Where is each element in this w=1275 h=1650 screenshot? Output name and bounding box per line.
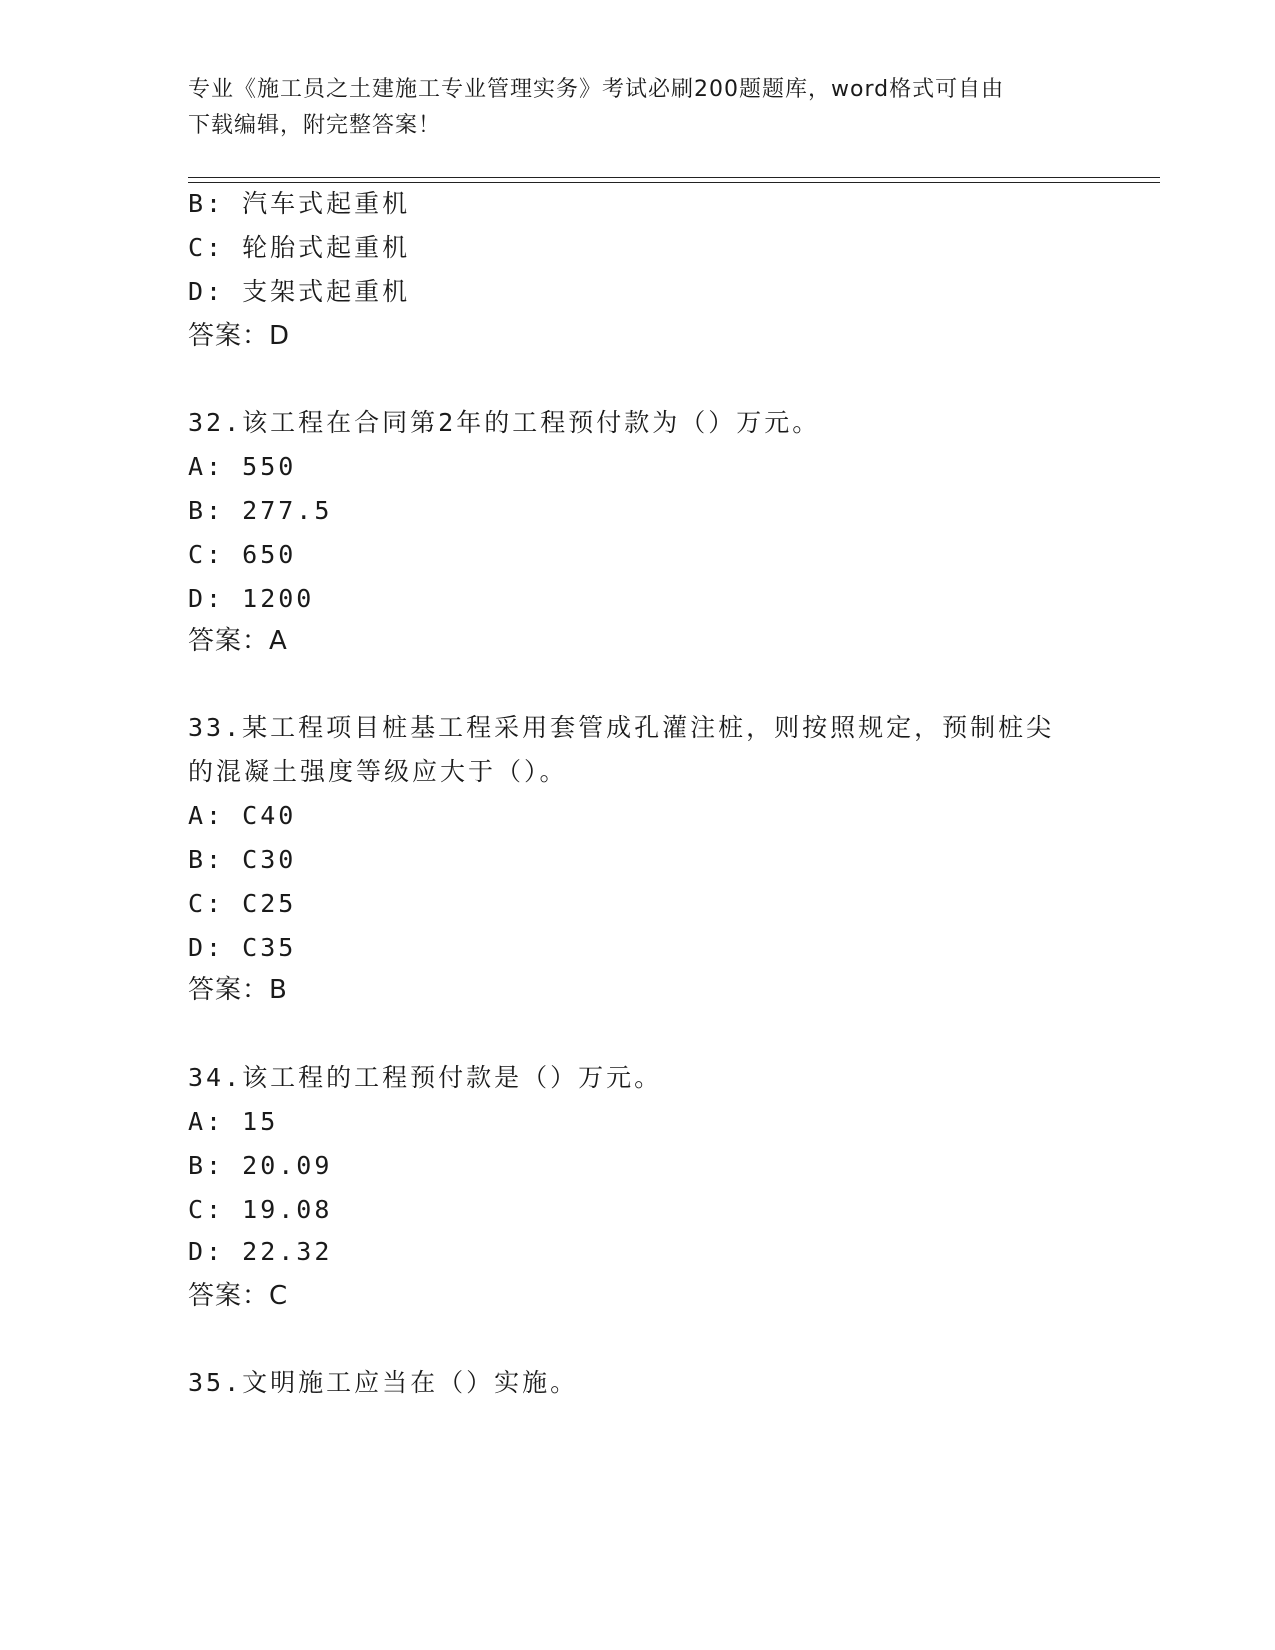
option-a: A: C40 [188,801,297,830]
option-d: D: 支架式起重机 [188,277,411,306]
option-b: B: 20.09 [188,1151,333,1180]
question-stem: 35.文明施工应当在（）实施。 [188,1368,579,1397]
question-stem: 33.某工程项目桩基工程采用套管成孔灌注桩，则按照规定，预制桩尖 [188,713,1055,742]
answer-line: 答案：A [188,626,288,656]
option-b: B: 汽车式起重机 [188,189,411,218]
header-divider-top [188,177,1160,178]
answer-line: 答案：D [188,321,291,351]
question-stem: 32.该工程在合同第2年的工程预付款为（）万元。 [188,408,821,437]
question-stem-continued: 的混凝土强度等级应大于（）。 [188,757,568,786]
option-c: C: 轮胎式起重机 [188,233,411,262]
document-header [188,72,1088,144]
option-c: C: 650 [188,540,297,569]
header-line-1: 专业《施工员之土建施工专业管理实务》考试必刷200题题库，word格式可自由 [188,77,1005,102]
option-b: B: 277.5 [188,496,333,525]
option-a: A: 15 [188,1107,279,1136]
option-a: A: 550 [188,452,297,481]
answer-line: 答案：B [188,975,288,1005]
option-c: C: C25 [188,889,297,918]
option-b: B: C30 [188,845,297,874]
header-line-2: 下载编辑，附完整答案！ [188,113,442,138]
option-d: D: 1200 [188,584,315,613]
option-c: C: 19.08 [188,1195,333,1224]
answer-line: 答案：C [188,1281,289,1311]
option-d: D: 22.32 [188,1237,333,1266]
header-divider-bottom [188,182,1160,183]
option-d: D: C35 [188,933,297,962]
question-stem: 34.该工程的工程预付款是（）万元。 [188,1063,663,1092]
